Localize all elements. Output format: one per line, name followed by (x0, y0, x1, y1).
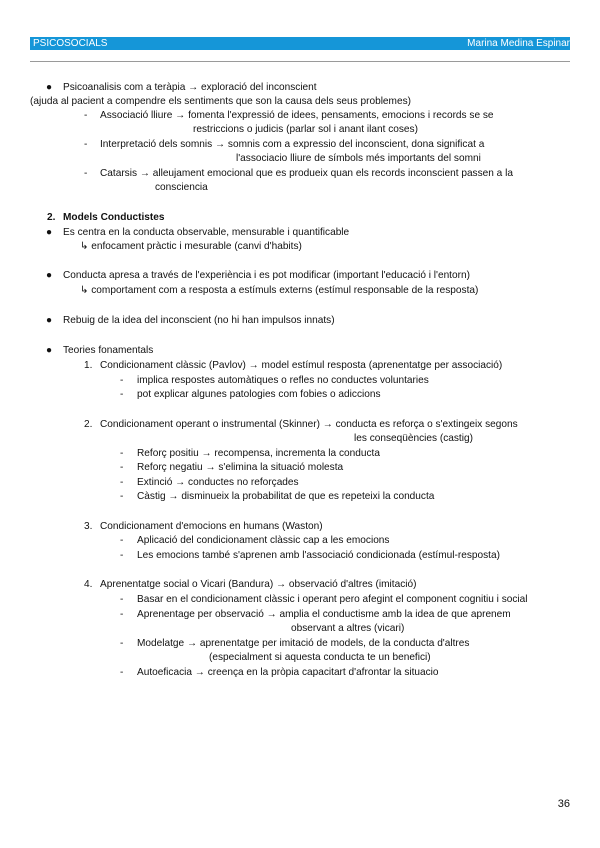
header-author: Marina Medina Espinar (467, 38, 570, 49)
dash: - (120, 594, 124, 605)
dash: - (120, 667, 124, 678)
bullet: ● (46, 227, 53, 238)
dash: - (120, 535, 124, 546)
dash: - (120, 462, 124, 473)
page-number: 36 (557, 798, 570, 810)
dash: - (120, 638, 124, 649)
dash: - (84, 168, 88, 179)
dash: - (120, 448, 124, 459)
dash: - (120, 491, 124, 502)
text-line: Reforç positiu → recompensa, incrementa la conducta (137, 448, 380, 459)
dash: - (120, 389, 124, 400)
section-heading: Models Conductistes (63, 212, 165, 223)
dash: - (120, 550, 124, 561)
list-number: 3. (84, 521, 93, 532)
text-line: Condicionament d'emocions en humans (Waston) (100, 521, 323, 532)
text-line: Aprenentage per observació → amplia el conductisme amb la idea de que aprenem (137, 609, 511, 620)
text-line: ↳ enfocament pràctic i mesurable (canvi d'habits) (80, 241, 302, 252)
text-line: Condicionament operant o instrumental (Skinner) → conducta es reforça o s'extingeix segons (100, 419, 518, 430)
text-line: pot explicar algunes patologies com fobies o adiccions (137, 389, 381, 400)
header-divider (30, 61, 570, 62)
text-line: Les emocions també s'aprenen amb l'associació condicionada (estímul-resposta) (137, 550, 500, 561)
text-line: Rebuig de la idea del inconscient (no hi han impulsos innats) (63, 315, 335, 326)
dash: - (84, 110, 88, 121)
text-line: Interpretació dels somnis → somnis com a expressio del inconscient, dona significat a (100, 139, 485, 150)
bullet: ● (46, 270, 53, 281)
dash: - (84, 139, 88, 150)
page-header (30, 37, 570, 50)
bullet: ● (46, 82, 53, 93)
text-line: l'associacio lliure de símbols més importants del somni (236, 153, 481, 164)
text-line: les conseqüències (castig) (354, 433, 473, 444)
text-line: restriccions o judicis (parlar sol i anant ilant coses) (193, 124, 418, 135)
header-subject: PSICOSOCIALS (33, 38, 108, 49)
text-line: consciencia (155, 182, 208, 193)
section-number: 2. (47, 212, 56, 223)
list-number: 2. (84, 419, 93, 430)
dash: - (120, 375, 124, 386)
dash: - (120, 477, 124, 488)
text-line: observant a altres (vicari) (291, 623, 405, 634)
text-line: Catarsis → alleujament emocional que es produeix quan els records inconscient passen a la (100, 168, 513, 179)
bullet: ● (46, 315, 53, 326)
text-line: Psicoanalisis com a teràpia → exploració del inconscient (63, 82, 317, 93)
text-line: implica respostes automàtiques o refles no conductes voluntaries (137, 375, 429, 386)
text-line: Modelatge → aprenentatge per imitació de models, de la conducta d'altres (137, 638, 470, 649)
text-line: Aprenentatge social o Vicari (Bandura) → observació d'altres (imitació) (100, 579, 417, 590)
text-line: Basar en el condicionament clàssic i operant pero afegint el component cognitiu i social (137, 594, 528, 605)
text-line: Teories fonamentals (63, 345, 154, 356)
dash: - (120, 609, 124, 620)
text-line: Autoeficacia → creença en la pròpia capacitart d'afrontar la situacio (137, 667, 439, 678)
list-number: 1. (84, 360, 93, 371)
bullet: ● (46, 345, 53, 356)
text-line: Reforç negatiu → s'elimina la situació molesta (137, 462, 344, 473)
text-line: Es centra en la conducta observable, mensurable i quantificable (63, 227, 350, 238)
list-number: 4. (84, 579, 93, 590)
text-line: ↳ comportament com a resposta a estímuls externs (estímul responsable de la resposta) (80, 285, 479, 296)
text-line: Associació lliure → fomenta l'expressió de idees, pensaments, emocions i records se se (100, 110, 494, 121)
text-line: Extinció → conductes no reforçades (137, 477, 299, 488)
text-line: (especialment si aquesta conducta te un benefici) (209, 652, 431, 663)
text-line: Conducta apresa a través de l'experiència i es pot modificar (important l'educació i l'entorn) (63, 270, 470, 281)
text-line: Càstig → disminueix la probabilitat de que es repeteixi la conducta (137, 491, 435, 502)
text-line: (ajuda al pacient a compendre els sentiments que son la causa dels seus problemes) (30, 96, 411, 107)
text-line: Condicionament clàssic (Pavlov) → model estímul resposta (aprenentatge per associació) (100, 360, 503, 371)
text-line: Aplicació del condicionament clàssic cap a les emocions (137, 535, 390, 546)
